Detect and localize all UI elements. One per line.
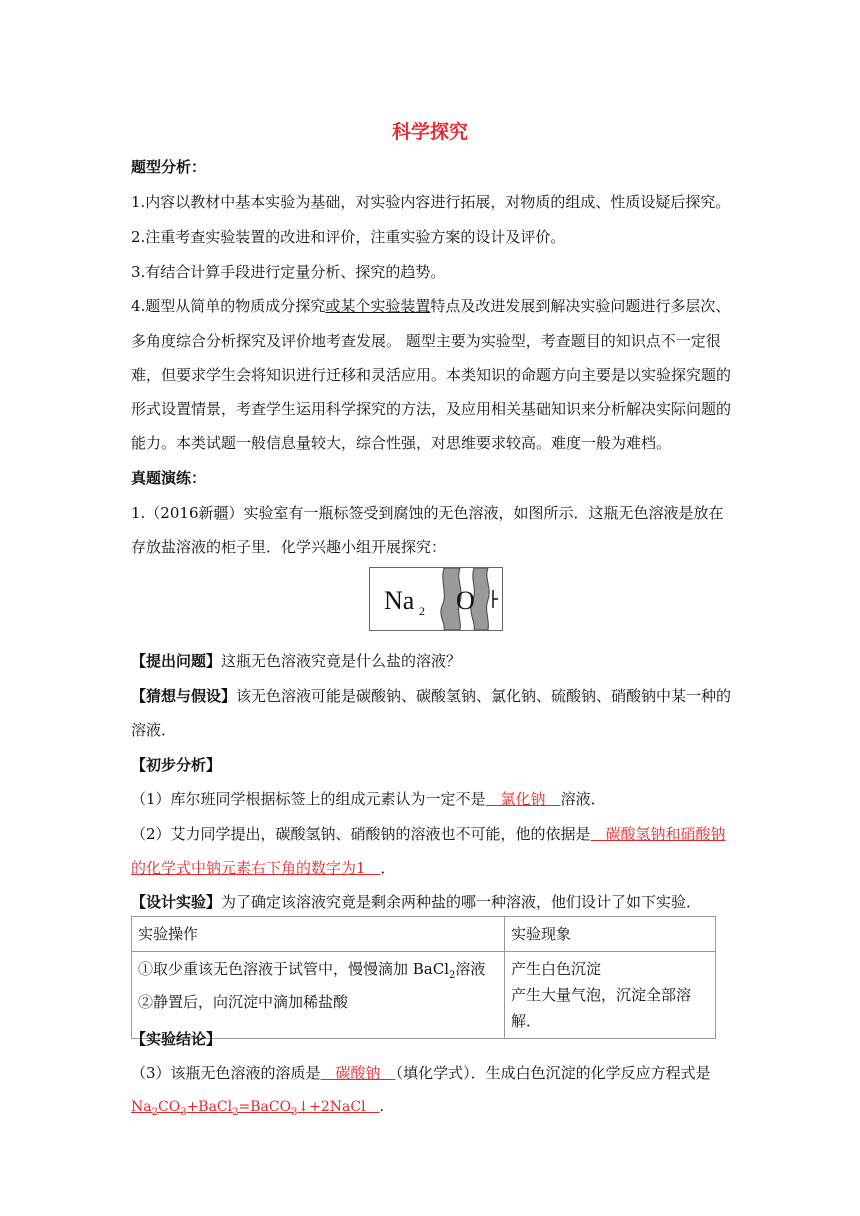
table-row [132,952,716,1039]
conclusion-heading: 【实验结论】 [131,1030,222,1048]
eq-sub-2: 3 [180,1106,187,1118]
phenomenon-1: 产生白色沉淀 [511,960,602,978]
corroded-label-drawing [370,568,502,630]
corroded-label-figure [369,567,503,631]
header-operation: 实验操作 [132,917,505,952]
answer-3-fill: 碳酸钠 [320,1064,396,1082]
answer-1-fill: 氯化钠 [485,790,561,808]
equation-suffix: ． [379,1099,394,1115]
analysis-point-4-line-5: 能力。本类试题一般信息量较大，综合性强，对思维要求较高。难度一般为难档。 [131,434,672,452]
eq-part-co: CO [157,1099,181,1115]
answer-2-suffix: ． [380,859,396,877]
operation-step-1-suffix: 溶液 [455,960,486,978]
phenomenon-cell [505,952,716,1039]
answer-3-suffix: （填化学式）．生成白色沉淀的化学反应方程式是 [395,1064,711,1082]
analysis-point-1: 1.内容以教材中基本实验为基础，对实验内容进行拓展，对物质的组成、性质设疑后探究。 [131,193,731,211]
analysis-point-4-underlined: 或某个实验装置 [325,297,431,315]
section-heading-practice: 真题演练： [131,469,207,487]
label-na-text: Na [384,586,415,615]
analysis-point-4-line-3: 难，但要求学生会将知识进行迁移和灵活应用。本类知识的命题方向主要是以实验探究题的 [131,366,732,384]
answer-1-line [131,789,606,809]
hypothesis-text-line-2: 溶液． [131,721,177,739]
answer-3-prompt: （3）该瓶无色溶液的溶质是 [131,1064,321,1082]
hypothesis-heading: 【猜想与假设】 [131,687,237,705]
answer-2-line-2 [131,858,396,878]
answer-2-prompt: （2）艾力同学提出，碳酸氢钠、硝酸钠的溶液也不可能，他的依据是 [131,825,591,843]
equation-line [131,1097,394,1123]
question-section-raise [131,651,461,671]
experiment-table [131,916,716,1039]
operation-step-1 [138,956,498,989]
operation-step-2: ②静置后，向沉淀中滴加稀盐酸 [138,993,349,1011]
operation-step-1-subscript: 2 [449,970,456,981]
eq-sub-1: 2 [151,1106,158,1118]
design-experiment-text: 为了确定该溶液究竟是剩余两种盐的哪一种溶液，他们设计了如下实验． [221,893,702,911]
analysis-point-4-text-a: 4.题型从简单的物质成分探究 [131,297,326,315]
operation-step-1-text: ①取少重该无色溶液于试管中，慢慢滴加 BaCl [138,960,450,978]
answer-2-fill-part-1: 碳酸氢钠和硝酸钠 [590,825,726,843]
question-1-intro-line-2: 存放盐溶液的柜子里．化学兴趣小组开展探究： [131,538,447,556]
analysis-point-4 [131,296,730,316]
eq-sub-4: 3 [291,1106,298,1118]
eq-part-nacl: ↓+2NaCl [297,1099,380,1115]
label-na-subscript: 2 [419,604,425,618]
operation-cell [132,952,505,1039]
question-section-hypothesis [131,686,731,706]
answer-1-prompt: （1）库尔班同学根据标签上的组成元素认为一定不是 [131,790,486,808]
eq-sub-3: 2 [232,1106,239,1118]
page-title: 科学探究 [391,121,468,143]
raise-question-text: 这瓶无色溶液究竟是什么盐的溶液？ [221,652,462,670]
label-o-text: O [456,586,475,615]
table-header-row [132,917,716,952]
hypothesis-text: 该无色溶液可能是碳酸钠、碳酸氢钠、氯化钠、硫酸钠、硝酸钠中某一种的 [236,687,732,705]
analysis-point-4-line-4: 形式设置情景，考查学生运用科学探究的方法，及应用相关基础知识来分析解决实际问题的 [131,400,732,418]
eq-part-na: Na [131,1099,152,1115]
analysis-point-3: 3.有结合计算手段进行定量分析、探究的趋势。 [131,263,446,281]
section-heading-analysis: 题型分析： [131,158,207,176]
design-experiment-heading: 【设计实验】 [131,893,222,911]
raise-question-heading: 【提出问题】 [131,652,222,670]
phenomenon-2: 产生大量气泡，沉淀全部溶解． [511,986,692,1030]
eq-part-bacl: +BaCl [186,1099,233,1115]
equation-answer [131,1099,380,1118]
answer-3-line [131,1063,711,1083]
analysis-point-4-text-b: 特点及改进发展到解决实验问题进行多层次、 [430,297,731,315]
answer-2-line [131,824,726,844]
header-phenomenon: 实验现象 [505,917,716,952]
question-1-intro-line-1: 1.（2016新疆）实验室有一瓶标签受到腐蚀的无色溶液，如图所示．这瓶无色溶液是放在 [131,504,724,522]
eq-part-baco: =BaCO [238,1099,292,1115]
design-experiment-line [131,892,701,912]
analysis-point-4-line-2: 多角度综合分析探究及评价地考查发展。 题型主要为实验型，考查题目的知识点不一定很 [131,332,721,350]
preliminary-analysis-heading: 【初步分析】 [131,756,222,774]
answer-2-fill-part-2: 的化学式中钠元素右下角的数字为1 [131,859,381,877]
answer-1-suffix: 溶液． [560,790,606,808]
analysis-point-2: 2.注重考查实验装置的改进和评价，注重实验方案的设计及评价。 [131,228,566,246]
